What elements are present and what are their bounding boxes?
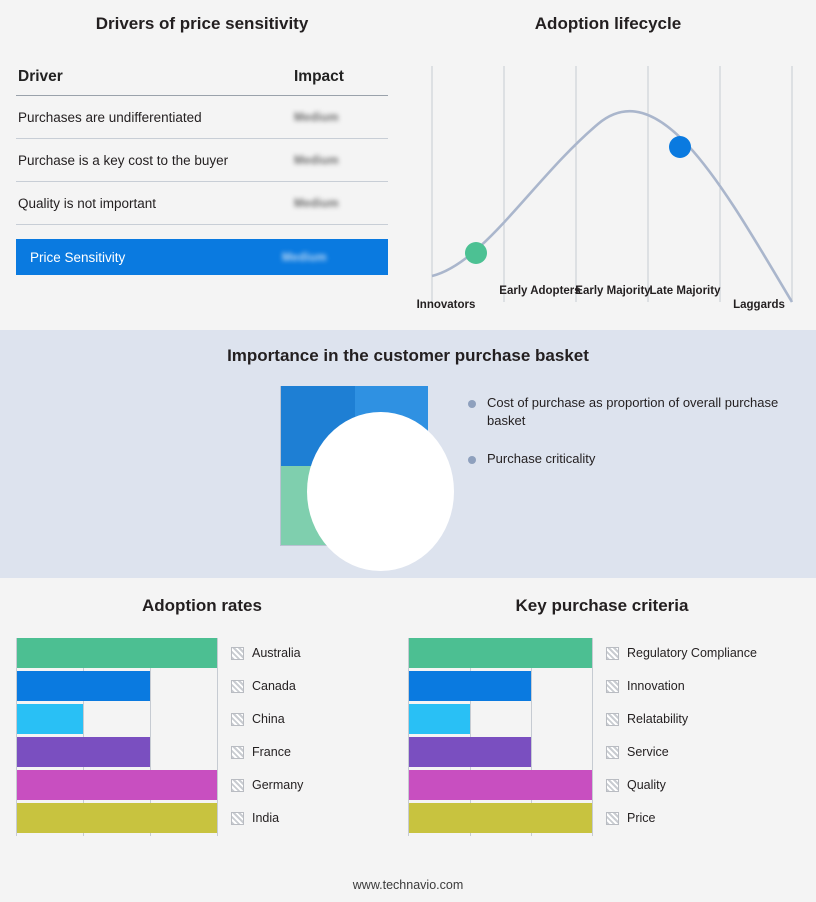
footer-source: www.technavio.com — [352, 878, 464, 892]
bar-relatability — [409, 704, 470, 734]
impact-text: Medium — [294, 155, 339, 167]
driver-label: Purchase is a key cost to the buyer — [18, 152, 229, 168]
impact-text: Medium — [294, 198, 339, 210]
basket-quadrant-matrix — [280, 386, 428, 546]
bullet-icon — [468, 456, 476, 464]
driver-label: Quality is not important — [18, 195, 157, 211]
adoption-plot-area — [16, 638, 388, 836]
lifecycle-stage-labels — [416, 285, 800, 332]
drivers-panel — [16, 14, 388, 275]
bar-label-quality — [606, 778, 666, 792]
category-label: Innovation — [627, 679, 685, 693]
bullet-icon — [468, 400, 476, 408]
stage-label-late-majority: Late Majority — [649, 285, 721, 297]
price-sensitivity-label: Price Sensitivity — [30, 249, 126, 265]
legend-swatch-icon — [606, 812, 619, 825]
bar-label-regulatory-compliance — [606, 646, 757, 660]
legend-label: Cost of purchase as proportion of overall purchase basket — [487, 395, 779, 428]
legend-swatch-icon — [606, 647, 619, 660]
impact-value — [294, 194, 386, 212]
bar-label-germany — [231, 778, 303, 792]
legend-swatch-icon — [606, 746, 619, 759]
bar-row — [409, 737, 802, 767]
price-sensitivity-value — [282, 248, 374, 266]
legend-swatch-icon — [606, 680, 619, 693]
bar-row — [17, 704, 388, 734]
bar-regulatory-compliance — [409, 638, 592, 668]
bar-label-relatability — [606, 712, 688, 726]
column-header-impact: Impact — [294, 68, 344, 85]
bar-quality — [409, 770, 592, 800]
basket-legend — [468, 394, 788, 484]
criteria-title: Key purchase criteria — [515, 596, 689, 615]
legend-swatch-icon — [231, 812, 244, 825]
criteria-chart — [402, 638, 802, 836]
price-sensitivity-text: Medium — [282, 252, 327, 264]
bar-india — [17, 803, 217, 833]
category-label: Germany — [252, 778, 304, 792]
drivers-title: Drivers of price sensitivity — [95, 14, 309, 33]
bar-canada — [17, 671, 150, 701]
bar-china — [17, 704, 83, 734]
category-label: Price — [627, 811, 656, 825]
adoption-rates-panel — [16, 596, 388, 836]
bar-row — [409, 638, 802, 668]
bar-innovation — [409, 671, 531, 701]
category-label: Service — [627, 745, 669, 759]
bar-row — [17, 737, 388, 767]
bar-australia — [17, 638, 217, 668]
bar-label-price — [606, 811, 655, 825]
adoption-rates-chart — [16, 638, 388, 836]
bar-row — [409, 671, 802, 701]
bar-price — [409, 803, 592, 833]
bar-row — [409, 704, 802, 734]
marker-innovators — [465, 242, 487, 264]
legend-swatch-icon — [606, 713, 619, 726]
bar-france — [17, 737, 150, 767]
legend-swatch-icon — [231, 680, 244, 693]
bar-row — [409, 770, 802, 800]
bar-row — [17, 770, 388, 800]
table-row — [16, 182, 388, 225]
basket-title: Importance in the customer purchase basket — [227, 346, 589, 365]
legend-label: Purchase criticality — [487, 451, 596, 466]
marker-late-majority — [669, 136, 691, 158]
bar-row — [17, 803, 388, 833]
lifecycle-panel — [416, 14, 800, 310]
stage-label-laggards: Laggards — [733, 299, 785, 311]
list-item — [468, 394, 788, 430]
key-purchase-criteria-panel — [402, 596, 802, 836]
legend-swatch-icon — [231, 713, 244, 726]
impact-text: Medium — [294, 112, 339, 124]
category-label: China — [252, 712, 285, 726]
stage-label-early-adopters: Early Adopters — [499, 285, 581, 297]
category-label: Quality — [627, 778, 666, 792]
category-label: Australia — [252, 646, 301, 660]
stage-label-early-majority: Early Majority — [575, 285, 651, 297]
category-label: India — [252, 811, 280, 825]
stage-label-innovators: Innovators — [416, 299, 476, 311]
legend-swatch-icon — [606, 779, 619, 792]
table-row — [16, 139, 388, 182]
list-item — [468, 450, 788, 468]
lifecycle-curve-svg — [424, 58, 800, 310]
impact-value — [294, 108, 386, 126]
table-row — [16, 96, 388, 139]
impact-value — [294, 151, 386, 169]
drivers-table-header — [16, 68, 388, 96]
bar-label-canada — [231, 679, 296, 693]
bar-label-australia — [231, 646, 301, 660]
basket-matrix-wrap — [98, 386, 779, 566]
category-label: Relatability — [627, 712, 689, 726]
category-label: Regulatory Compliance — [627, 646, 757, 660]
lifecycle-chart — [424, 58, 800, 310]
adoption-rates-title: Adoption rates — [142, 596, 262, 615]
driver-label: Purchases are undifferentiated — [18, 109, 202, 125]
bar-label-service — [606, 745, 669, 759]
bar-label-india — [231, 811, 279, 825]
legend-swatch-icon — [231, 746, 244, 759]
bar-row — [409, 803, 802, 833]
lifecycle-curve — [432, 111, 792, 302]
category-label: France — [252, 745, 291, 759]
lifecycle-title: Adoption lifecycle — [534, 14, 682, 33]
bar-row — [17, 638, 388, 668]
bar-label-china — [231, 712, 285, 726]
category-label: Canada — [252, 679, 296, 693]
bar-service — [409, 737, 531, 767]
bar-label-france — [231, 745, 291, 759]
column-header-driver: Driver — [18, 68, 63, 85]
bar-germany — [17, 770, 217, 800]
bar-row — [17, 671, 388, 701]
legend-swatch-icon — [231, 779, 244, 792]
price-sensitivity-summary — [16, 239, 388, 275]
position-marker-dot — [307, 412, 454, 571]
legend-swatch-icon — [231, 647, 244, 660]
purchase-basket-panel — [0, 346, 816, 566]
bar-label-innovation — [606, 679, 685, 693]
criteria-plot-area — [408, 638, 802, 836]
